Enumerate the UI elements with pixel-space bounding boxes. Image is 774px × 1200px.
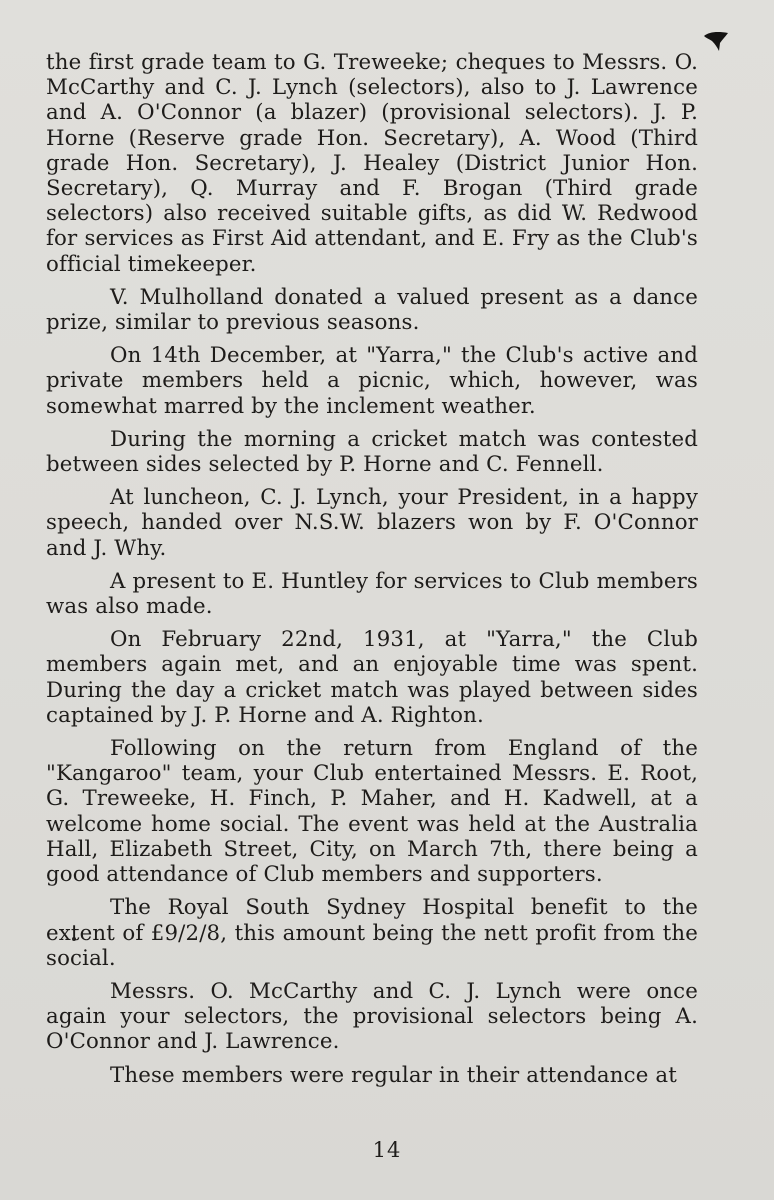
body-text	[46, 50, 698, 1096]
paragraph-6: A present to E. Huntley for services to Club members was also made.	[46, 568, 698, 620]
paragraph-5: At luncheon, C. J. Lynch, your President, in a happy speech, handed over N.S.W. blazers won by F. O'Connor and J. Why.	[46, 485, 698, 561]
paragraph-1: the first grade team to G. Treweeke; cheques to Messrs. O. McCarthy and C. J. Lynch (selectors), also to J. Lawrence and A. O'Connor (a blazer) (provisional selectors). J. P. Horne (Reserve grade Hon. Secretary), A. Wood (Third grade Hon. Secretary), J. Healey (District Junior Hon. Secretary), Q. Murray and F. Brogan (Third grade selectors) also received suitable gifts, as did W. Redwood for services as First Aid attendant, and E. Fry as the Club's official timekeeper.	[46, 50, 698, 277]
paragraph-9: The Royal South Sydney Hospital benefit to the extent of £9/2/8, this amount being the nett profit from the social.	[46, 895, 698, 971]
paragraph-8: Following on the return from England of the "Kangaroo" team, your Club entertained Messrs. E. Root, G. Treweeke, H. Finch, P. Maher, and H. Kadwell, at a welcome home social. The event was held at the Australia Hall, Elizabeth Street, City, on March 7th, there being a good attendance of Club members and supporters.	[46, 736, 698, 888]
page-number: 14	[372, 1138, 402, 1162]
paragraph-4: During the morning a cricket match was contested between sides selected by P. Horne and C. Fennell.	[46, 426, 698, 478]
paragraph-10: Messrs. O. McCarthy and C. J. Lynch were once again your selectors, the provisional selectors being A. O'Connor and J. Lawrence.	[46, 978, 698, 1055]
paragraph-3: On 14th December, at "Yarra," the Club's active and private members held a picnic, which, however, was somewhat marred by the inclement weather.	[46, 343, 698, 419]
paragraph-2: V. Mulholland donated a valued present as a dance prize, similar to previous seasons.	[46, 284, 698, 336]
paragraph-7: On February 22nd, 1931, at "Yarra," the Club members again met, and an enjoyable time was spent. During the day a cricket match was played between sides captained by J. P. Horne and A. Righton.	[46, 627, 698, 728]
paragraph-11: These members were regular in their attendance at	[110, 1062, 677, 1088]
ink-blot-mark	[703, 30, 729, 52]
